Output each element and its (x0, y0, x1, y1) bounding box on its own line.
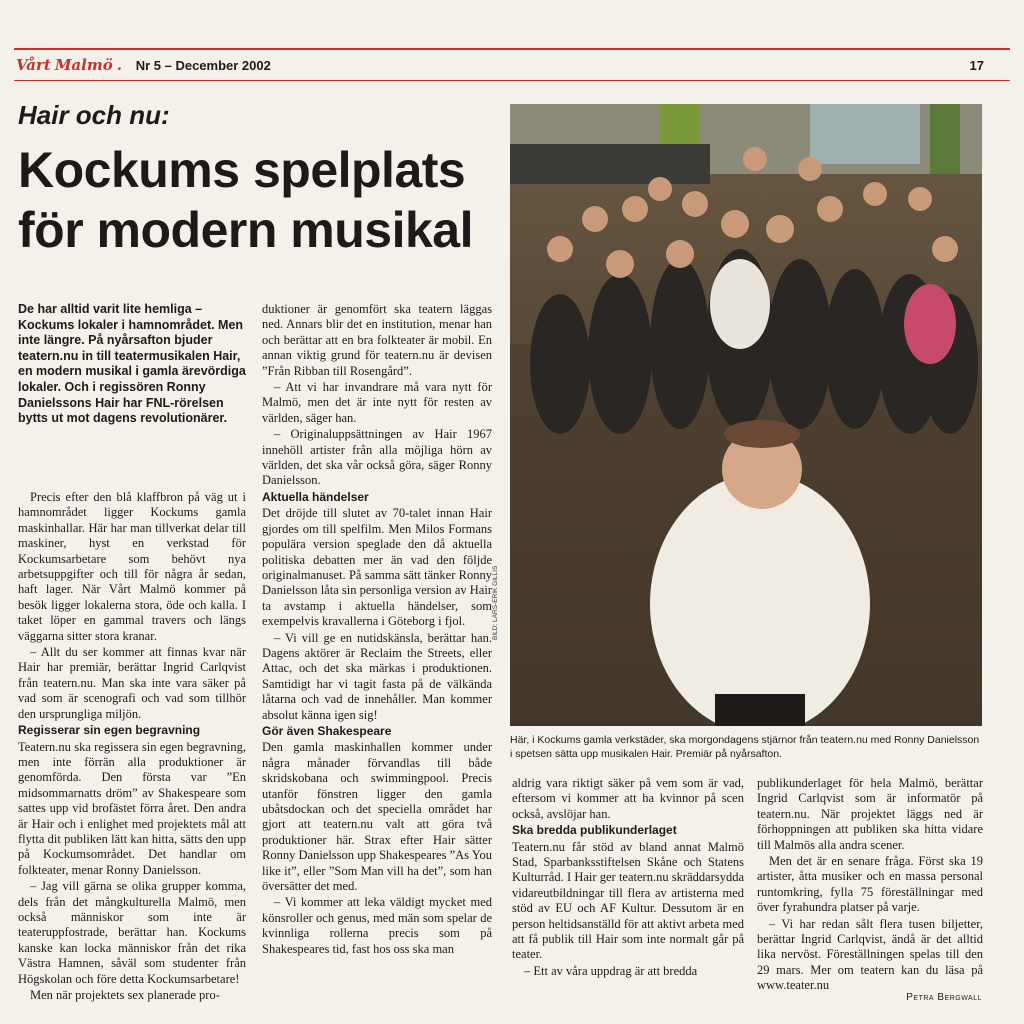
subhead: Gör även Shakespeare (262, 723, 392, 738)
paragraph: – Jag vill gärna se olika grupper komma, dels från det mångkulturella Malmö, men också människor som inte är teateruppfostrade, berättar han. Kockums kanske kan locka människor från det rika Västra Hamnen, såväl som studenter från Högskolan och före detta Kockumsarbetare! (18, 879, 246, 986)
brand-logo-part2: Malmö (54, 56, 113, 74)
subhead: Ska bredda publikunderlaget (512, 823, 677, 838)
byline: Petra Bergwall (906, 992, 982, 1003)
photo-caption: Här, i Kockums gamla verkstäder, ska morgondagens stjärnor från teatern.nu med Ronny Danielsson i spetsen sätta upp musikalen Hair. Premiär på nyårsafton. (510, 734, 980, 760)
paragraph: – Vi har redan sålt flera tusen biljetter, berättar Ingrid Carlqvist, ändå är det alltid lika nervöst. Föreställningen spelas till den 29 mars. Mer om teatern kan du läsa på www.teater.nu (757, 916, 983, 993)
paragraph: – Allt du ser kommer att finnas kvar när Hair har premiär, berättar Ingrid Carlqvist från teatern.nu. Man ska inte vara säker på vad som är scenografi och vad som tillhör den ursprungliga miljön. (18, 645, 246, 721)
photo-illustration (510, 104, 982, 726)
paragraph: duktioner är genomfört ska teatern läggas ned. Annars blir det en institution, menar han och berättar att en bra folkteater är mobil. En annan viktig grund för teatern.nu är devisen ”Från Ribban till Rosengård”. (262, 302, 492, 378)
text-column-2 (262, 302, 492, 958)
brand-logo-part1: Vårt (16, 56, 51, 74)
paragraph: – Ett av våra uppdrag är att bredda (524, 963, 698, 978)
text-column-1 (18, 490, 246, 1004)
article-photo (510, 104, 982, 726)
brand-logo-dot: . (116, 56, 122, 74)
page-number: 17 (969, 58, 984, 73)
header-rule-bottom (14, 80, 1010, 81)
masthead (16, 56, 271, 75)
paragraph: Den gamla maskinhallen kommer under några månader förvandlas till både skridskobana och swimmingpool. Precis utanför fönstren ligger den gamla ubåtsdockan och det speciella området har gjort att teatern.nu valt att göra två produktioner här. Strax efter Hair sätter Ronny Danielsson upp Shakespeares ”As You like it”, eller ”Som Man vill ha det”, som han översätter det med. (262, 740, 492, 894)
text-column-3 (512, 776, 744, 980)
paragraph: – Att vi har invandrare må vara nytt för Malmö, men det är inte nytt för resten av världen, säger han. (262, 380, 492, 425)
paragraph: Teatern.nu ska regissera sin egen begravning, men inte förrän alla produktioner är genomförda. Den första var ”En midsommarnatts dröm” av Shakespeare som sattes upp vid brofästet förra året. Den andra är Hair och i enlighet med projektets mål att flytta dit publiken lätt kan hitta, sätts den upp på Kockumsområdet. Det handlar om folkteater, menar Ronny Danielsson. (18, 739, 246, 877)
headline-line-2: för modern musikal (18, 202, 473, 258)
subhead: Aktuella händelser (262, 489, 369, 504)
paragraph: – Vi kommer att leka väldigt mycket med könsroller och genus, med män som spelar de kvinnliga rollerna precis som på Shakespeares tid, fast hos oss ska man (262, 895, 492, 956)
issue-info: Nr 5 – December 2002 (135, 58, 271, 73)
paragraph: Det dröjde till slutet av 70-talet innan Hair gjordes om till spelfilm. Men Milos Formans populära version speglade den då aktuella politiska debatten mer än vad den följde originalmanuset. På samma sätt tänker Ronny Danielsson låta sin personliga version av Hair ta avstamp i aktuella händelser, som exempelvis kravallerna i Göteborg i fjol. (262, 506, 492, 629)
paragraph: Precis efter den blå klaffbron på väg ut i hamnområdet ligger Kockums gamla maskinhallar. Här har man tillverkat delar till maskiner, hyst en verkstad för Kockumsarbetare som behövt nya arbetsuppgifter och till för några år sedan, haft lager. När Vårt Malmö kommer på besök ligger lokalerna stora, öde och kalla. I taket löper en gammal travers och längs väggarna sitter stora kranar. (18, 490, 246, 643)
paragraph: publikunderlaget för hela Malmö, berättar Ingrid Carlqvist som är informatör på teatern.nu. När projektet läggs ned är förhoppningen att publiken ska hitta vidare till Malmös alla andra scener. (757, 776, 983, 852)
subhead: Regisserar sin egen begravning (18, 723, 201, 738)
header-rule-top (14, 48, 1010, 50)
paragraph: – Vi vill ge en nutidskänsla, berättar han. Dagens aktörer är Reclaim the Streets, eller Attac, och det ska märkas i produktionen. Samtidigt har vi tagit fasta på de välkända låtarna och vad de innehåller. Man kommer absolut känna igen sig! (262, 630, 492, 722)
paragraph: Teatern.nu får stöd av bland annat Malmö Stad, Sparbanksstiftelsen Skåne och Statens Kulturråd. I Hair ger teatern.nu skräddarsydda vidareutbildningar till flera av artisterna med stöd av EU och AF Kultur. Dessutom är en person heltidsanställd för att aktivt arbeta med att få publik till Hair som inte normalt går på teater. (512, 839, 744, 962)
paragraph: aldrig vara riktigt säker på vem som är vad, eftersom vi kommer att ha kvinnor på scen också, avslöjar han. (512, 776, 744, 821)
headline-line-1: Kockums spelplats (18, 142, 466, 198)
article-ingress: De har alltid varit lite hemliga – Kockums lokaler i hamnområdet. Men inte längre. På nyårsafton bjuder teatern.nu in till teatermusikalen Hair, en modern musikal i gamla ärevördiga lokaler. Och i regissören Ronny Danielssons Hair har FNL-rörelsen bytts ut mot dagens revolutionärer. (18, 302, 246, 426)
article-headline (18, 140, 498, 260)
paragraph: Men det är en senare fråga. Först ska 19 artister, åtta musiker och en massa personal runtomkring, fylla 75 föreställningar med över fyrahundra platser på varje. (757, 854, 983, 915)
text-column-4 (757, 776, 983, 995)
paragraph: Men när projektets sex planerade pro- (30, 988, 220, 1002)
paragraph: – Originaluppsättningen av Hair 1967 innehöll artister från alla möjliga hörn av världen, det ska vår också göra, säger Ronny Danielsson. (262, 427, 492, 488)
photo-credit: BILD: LARS-ERIK GILLIS (492, 565, 499, 640)
article-kicker: Hair och nu: (18, 100, 170, 130)
